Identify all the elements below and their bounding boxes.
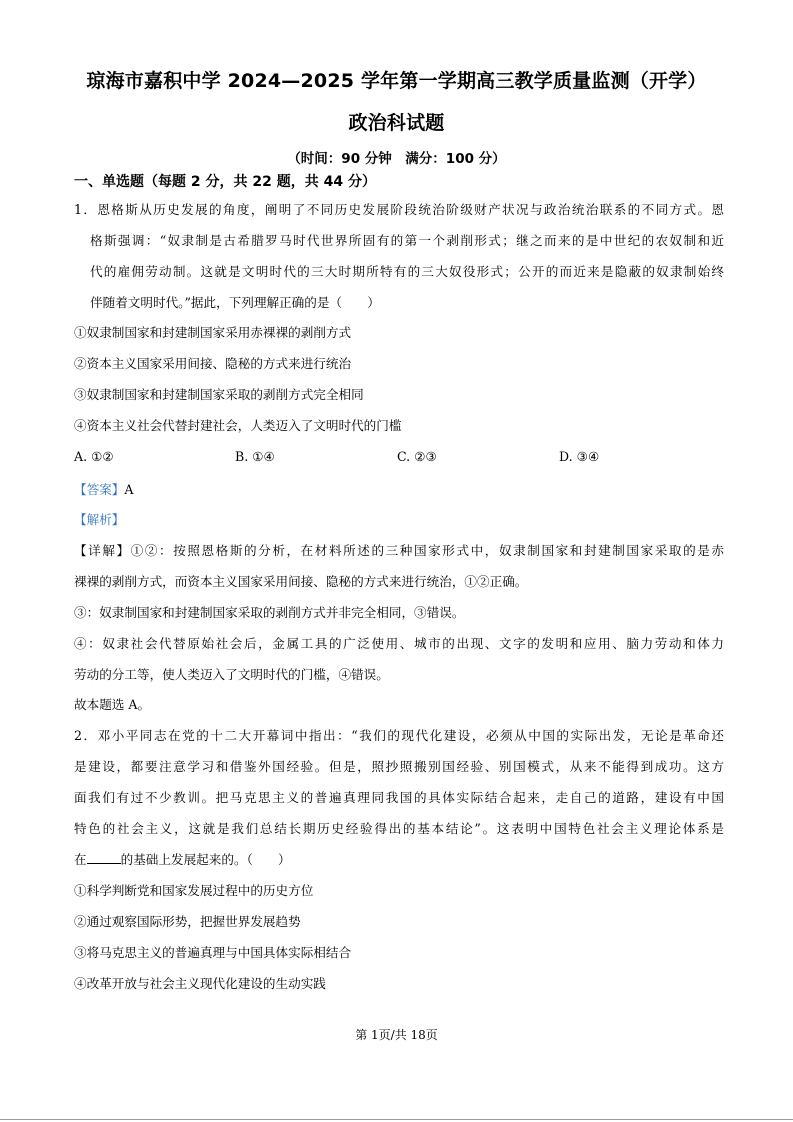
q2-stem-line: 面我们有过不少教训。把马克思主义的普遍真理同我国的具体实际结合起来，走自己的道路，建设有中国 [74, 790, 724, 805]
q1-detail-line: ③：奴隶制国家和封建制国家采取的剥削方式并非完全相同，③错误。 [74, 605, 465, 620]
detail-label: 【详解】 [74, 543, 131, 558]
section-heading: 一、单选题（每题 2 分，共 22 题，共 44 分） [74, 174, 376, 190]
q1-item: ③奴隶制国家和封建制国家采取的剥削方式完全相同 [74, 387, 364, 402]
q1-detail-line: 故本题选 A。 [74, 697, 151, 712]
q2-item: ④改革开放与社会主义现代化建设的生动实践 [74, 976, 326, 991]
answer-label: 【答案】 [74, 482, 125, 497]
q1-item: ②资本主义国家采用间接、隐秘的方式来进行统治 [74, 356, 352, 371]
q1-answer [74, 480, 133, 500]
q1-stem-line: 伴随着文明时代。”据此，下列理解正确的是（ ） [90, 295, 380, 310]
q1-detail-line: 裸裸的剥削方式，而资本主义国家采用间接、隐秘的方式来进行统治，①②正确。 [74, 574, 528, 589]
time-score-info: （时间：90 分钟 满分：100 分） [287, 151, 506, 167]
exam-title: 琼海市嘉积中学 2024—2025 学年第一学期高三教学质量监测（开学） [86, 70, 707, 92]
subject-title: 政治科试题 [348, 112, 445, 134]
q1-detail-line [74, 541, 724, 561]
q1-stem-line: 格斯强调：“奴隶制是古希腊罗马时代世界所固有的第一个剥削形式；继之而来的是中世纪的农奴制和近 [90, 233, 724, 248]
analysis-label: 【解析】 [74, 512, 125, 527]
q2-stem-line: 2．邓小平同志在党的十二大开幕词中指出：“我们的现代化建设，必须从中国的实际出发，无论是革命还 [74, 728, 724, 743]
q1-detail-line: 劳动的分工等，使人类迈入了文明时代的门槛，④错误。 [74, 667, 389, 682]
q2-stem-line: 特色的社会主义，这就是我们总结长期历史经验得出的基本结论”。这表明中国特色社会主义理论体系是 [74, 821, 724, 836]
q1-stem-line: 代的雇佣劳动制。这就是文明时代的三大时期所特有的三大奴役形式；公开的而近来是隐蔽的奴隶制始终 [90, 264, 724, 279]
q2-stem-line: 在 的基础上发展起来的。（ ） [74, 852, 291, 867]
page-number: 第 1页/共 18页 [355, 1028, 438, 1042]
detail-text: ①②：按照恩格斯的分析，在材料所述的三种国家形式中，奴隶制国家和封建制国家采取的是赤 [130, 543, 725, 558]
q2-stem-line: 是建设，都要注意学习和借鉴外国经验。但是，照抄照搬别国经验、别国模式，从来不能得到成功。这方 [74, 759, 724, 774]
fill-blank [87, 851, 121, 864]
q1-item: ④资本主义社会代替封建社会，人类迈入了文明时代的门槛 [74, 418, 402, 433]
q2-item: ②通过观察国际形势，把握世界发展趋势 [74, 914, 301, 929]
q1-option-d: D. ③④ [559, 449, 600, 464]
q2-item: ③将马克思主义的普遍真理与中国具体实际相结合 [74, 945, 352, 960]
page-bottom-divider [0, 1119, 793, 1120]
q1-detail-line: ④：奴隶社会代替原始社会后，金属工具的广泛使用、城市的出现、文字的发明和应用、脑力劳动和体力 [74, 636, 724, 651]
q1-option-a: A. ①② [74, 449, 114, 464]
q1-option-b: B. ①④ [235, 449, 275, 464]
q2-item: ①科学判断党和国家发展过程中的历史方位 [74, 883, 314, 898]
q1-option-c: C. ②③ [397, 449, 437, 464]
q1-stem-line: 1．恩格斯从历史发展的角度，阐明了不同历史发展阶段统治阶级财产状况与政治统治联系的不同方式。恩 [74, 202, 724, 217]
q1-item: ①奴隶制国家和封建制国家采用赤裸裸的剥削方式 [74, 325, 352, 340]
answer-value: A [124, 482, 134, 497]
